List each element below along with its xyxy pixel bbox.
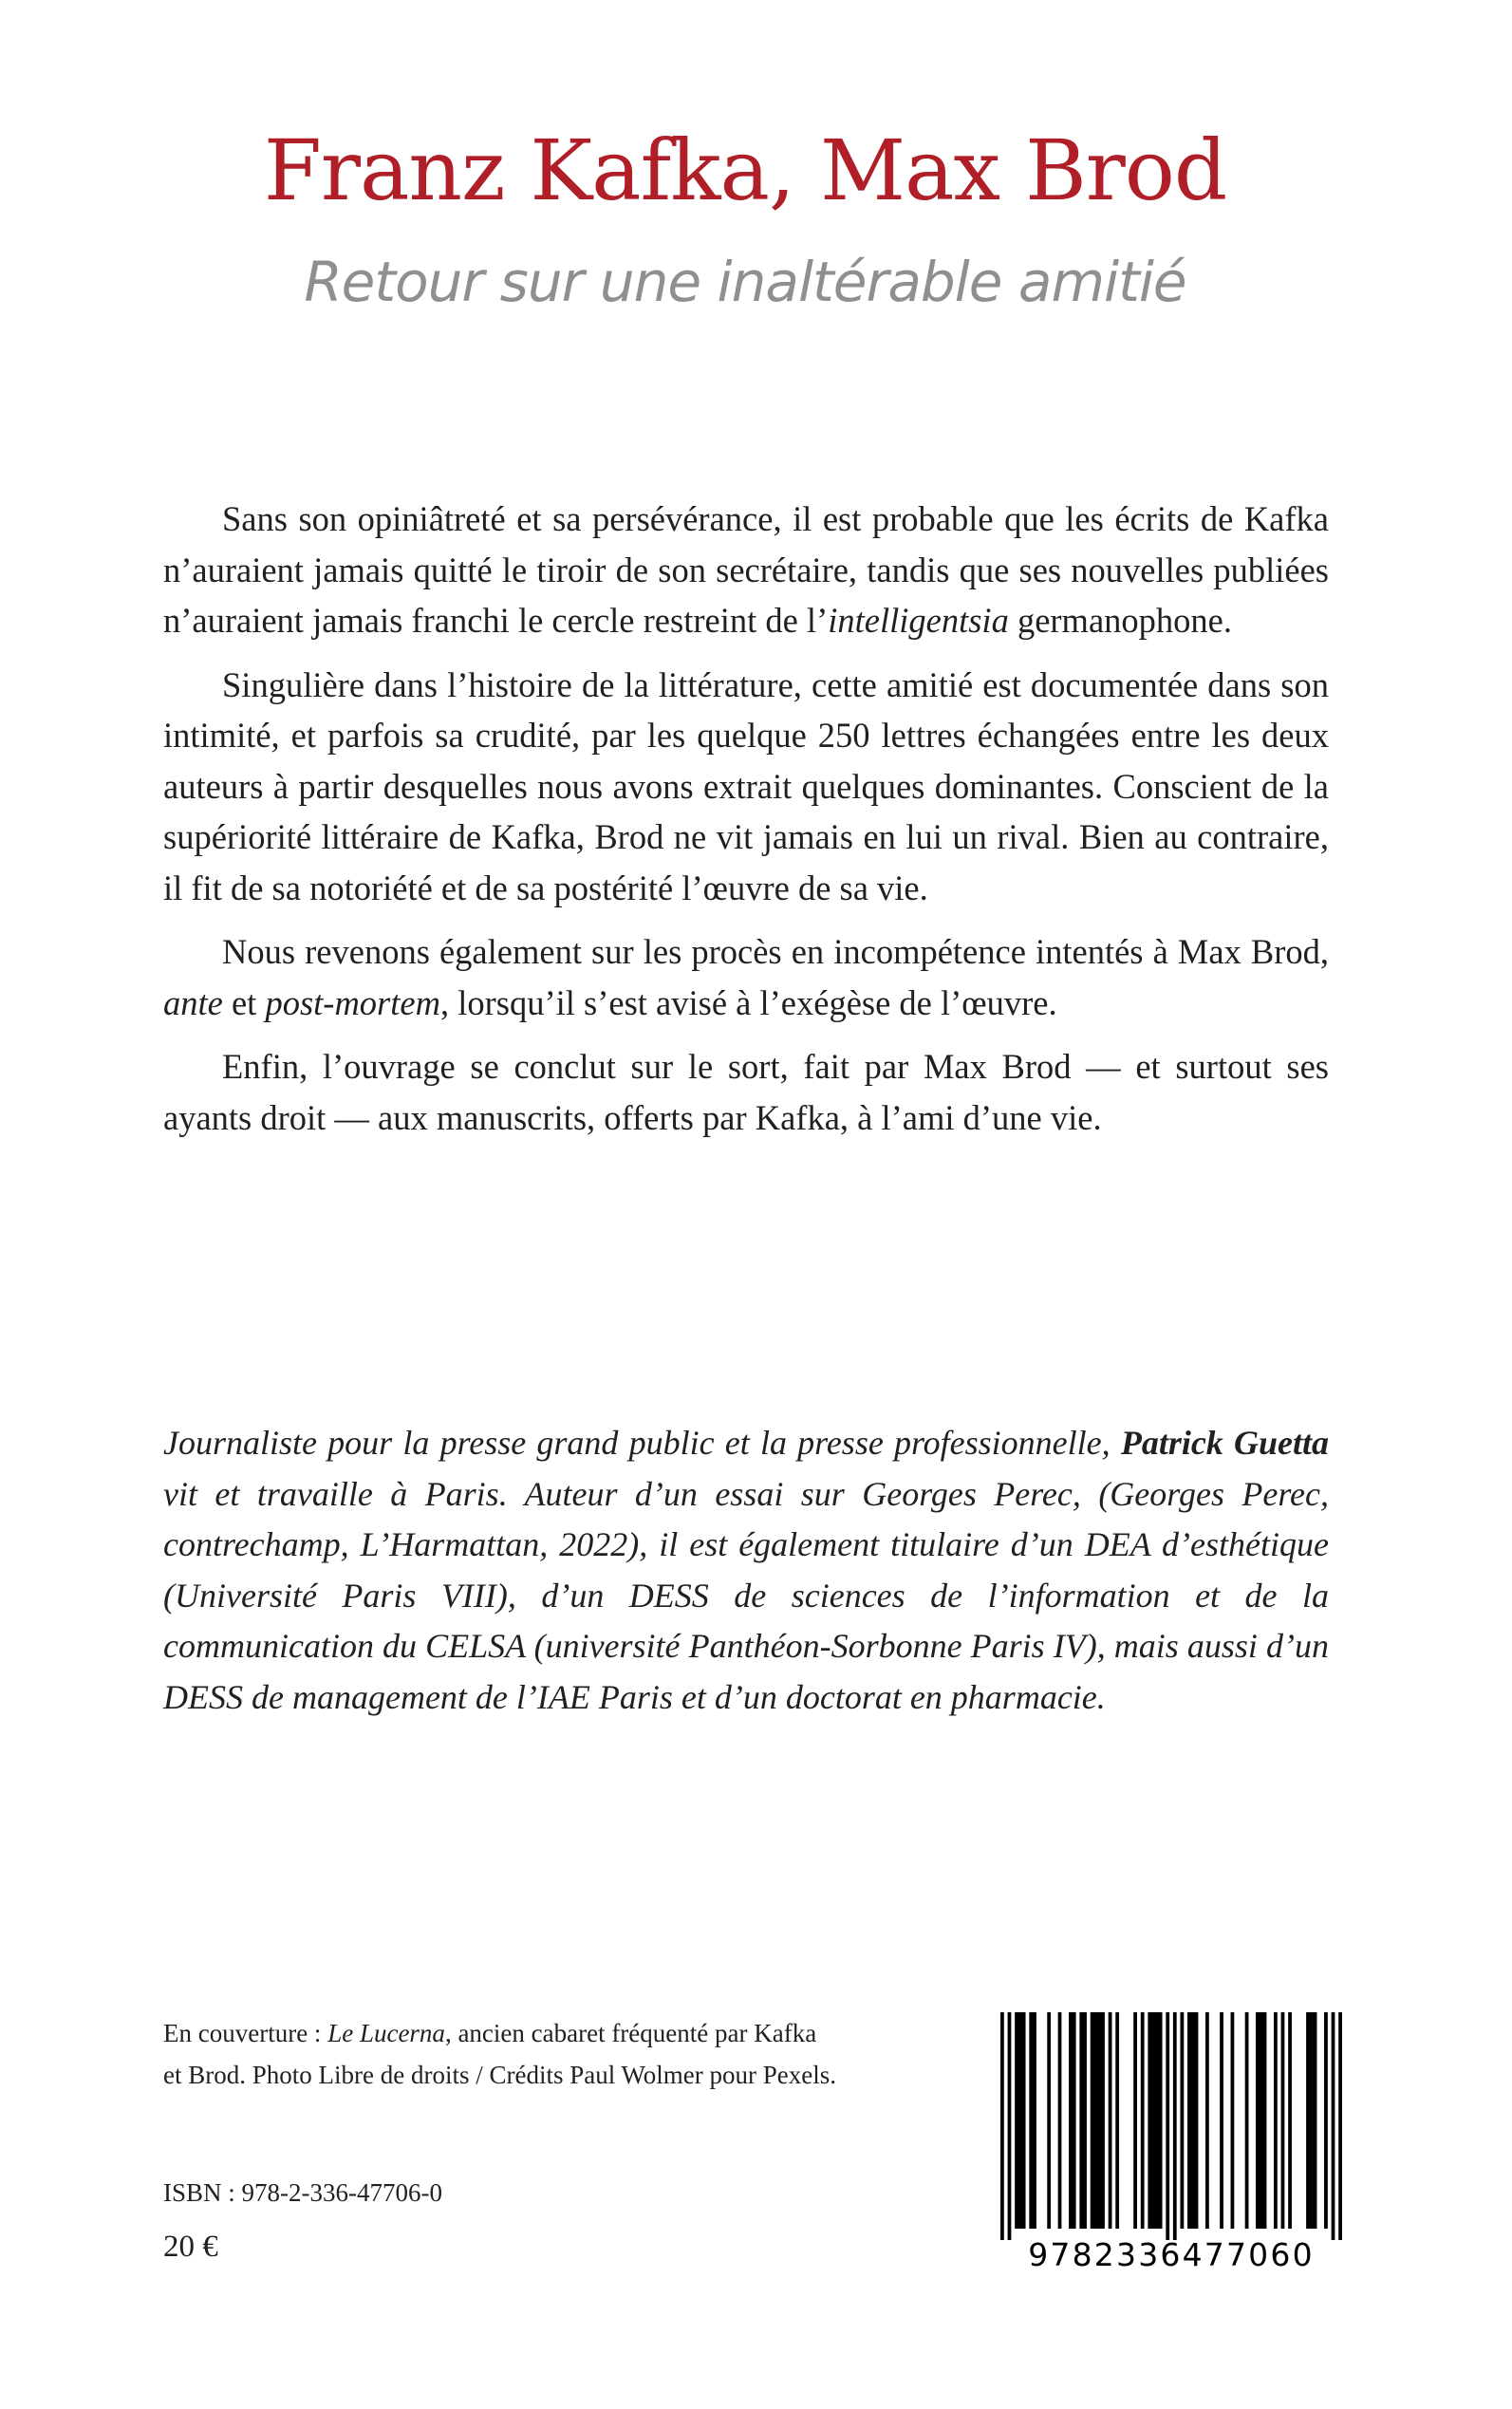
author-name: Patrick Guetta — [1120, 1424, 1330, 1462]
barcode-bar — [1133, 2012, 1137, 2229]
barcode-bar — [1069, 2012, 1076, 2229]
book-subtitle: Retour sur une inaltérable amitié — [304, 250, 1186, 314]
cover-place: Le Lucerna — [327, 2019, 445, 2047]
barcode-bar — [1306, 2012, 1316, 2229]
barcode-bar — [1274, 2012, 1278, 2229]
barcode-bar — [1008, 2012, 1012, 2240]
author-bio: Journaliste pour la presse grand public et la presse professionnelle, Patrick Guetta vit et travaille à Paris. Auteur d’un essai sur Georges Perec, (Georges Perec, contrechamp, L’Harmattan, 2022), il est également titulaire d’un DEA d’esthétique (Université Paris VIII), d’un DESS de sciences de l’information et de la communication du CELSA (université Panthéon-Sorbonne Paris IV), mais aussi d’un DESS de management de l’IAE Paris et d’un doctorat en pharmacie. — [163, 1424, 1330, 1716]
barcode-bar — [1000, 2012, 1004, 2240]
barcode-bar — [1047, 2012, 1051, 2229]
barcode-bar — [1245, 2012, 1249, 2229]
isbn: ISBN : 978-2-336-47706-0 — [163, 2178, 442, 2207]
italic-term: intelligentsia — [828, 601, 1009, 640]
barcode-bars — [1000, 2012, 1342, 2240]
barcode-bar — [1324, 2012, 1328, 2229]
price: 20 € — [163, 2230, 218, 2264]
barcode-bar — [1288, 2012, 1292, 2229]
barcode-bar — [1220, 2012, 1223, 2229]
summary-paragraph-2: Singulière dans l’histoire de la littérature, cette amitié est documentée dans son intimité, et parfois sa crudité, par les quelque 250 lettres échangées entre les deux auteurs à partir desquelles nous avons extrait quelques dominantes. Conscient de la supériorité littéraire de Kafka, Brod ne vit jamais en lui un rival. Bien au contraire, il fit de sa notoriété et de sa postérité l’œuvre de sa vie. — [163, 664, 1329, 907]
barcode-bar — [1148, 2012, 1162, 2229]
summary-paragraph-3: Nous revenons également sur les procès en incompétence intentés à Max Brod, ante et post-mortem, lorsqu’il s’est avisé à l’exégèse de l’œuvre. — [163, 932, 1329, 1022]
book-title: Franz Kafka, Max Brod — [263, 121, 1227, 219]
summary-paragraph-4: Enfin, l’ouvrage se conclut sur le sort, fait par Max Brod — et surtout ses ayants droit — aux manuscrits, offerts par Kafka, à l’ami d’une vie. — [163, 1047, 1329, 1137]
barcode-bar — [1256, 2012, 1266, 2229]
barcode — [1000, 2012, 1342, 2288]
summary-text — [163, 494, 1329, 1156]
barcode-bar — [1115, 2012, 1119, 2229]
italic-term: post-mortem — [265, 982, 440, 1022]
summary-paragraph-1: Sans son opiniâtreté et sa persévérance, il est probable que les écrits de Kafka n’auraient jamais quitté le tiroir de son secrétaire, tandis que ses nouvelles publiées n’auraient jamais franchi le cercle restreint de l’intelligentsia germanophone. — [163, 499, 1329, 640]
barcode-bar — [1029, 2012, 1036, 2229]
italic-term: ante — [163, 982, 223, 1022]
barcode-digits: 9782336477060 — [1028, 2236, 1315, 2273]
barcode-bar — [1205, 2012, 1209, 2229]
barcode-bar — [1180, 2012, 1184, 2229]
barcode-bar — [1141, 2012, 1145, 2229]
barcode-bar — [1332, 2012, 1335, 2240]
barcode-bar — [1338, 2012, 1342, 2240]
barcode-bar — [1173, 2012, 1177, 2240]
barcode-bar — [1015, 2012, 1025, 2229]
barcode-bar — [1281, 2012, 1285, 2229]
barcode-bar — [1058, 2012, 1062, 2229]
barcode-bar — [1166, 2012, 1169, 2240]
barcode-bar — [1091, 2012, 1105, 2229]
cover-credits: En couverture : Le Lucerna, ancien cabaret fréquenté par Kafka et Brod. Photo Libre de droits / Crédits Paul Wolmer pour Pexels. — [163, 2019, 837, 2089]
barcode-bar — [1109, 2012, 1112, 2229]
barcode-bar — [1231, 2012, 1235, 2229]
barcode-bar — [1079, 2012, 1087, 2229]
barcode-bar — [1187, 2012, 1198, 2229]
